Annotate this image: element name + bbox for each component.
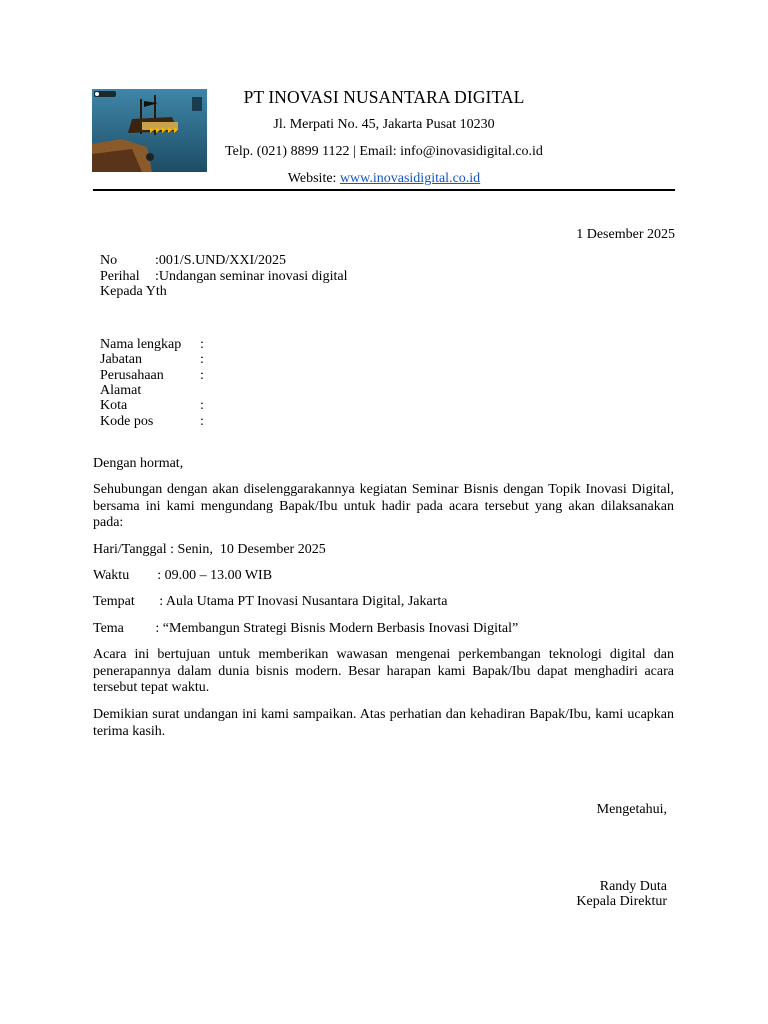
body-paragraph: Acara ini bertujuan untuk memberikan wawasan mengenai perkembangan teknologi digital dan penerapannya dalam dunia bisnis modern. Besar harapan kami Bapak/Ibu dapat menghadiri acara tersebut tepat waktu. — [93, 647, 674, 695]
detail-tema: Tema : “Membangun Strategi Bisnis Modern Berbasis Inovasi Digital” — [93, 621, 519, 636]
detail-hari: Hari/Tanggal : Senin, 10 Desember 2025 — [93, 542, 326, 557]
form-label: Jabatan — [100, 352, 142, 367]
form-label: Alamat — [100, 383, 142, 398]
meta-no-label: No — [100, 253, 118, 268]
detail-waktu: Waktu : 09.00 – 13.00 WIB — [93, 568, 273, 583]
website-label: Website: — [287, 171, 340, 186]
meta-no-value: :001/S.UND/XXI/2025 — [155, 253, 287, 268]
company-name: PT INOVASI NUSANTARA DIGITAL — [243, 87, 525, 107]
meta-no-row — [100, 253, 286, 269]
greeting: Dengan hormat, — [93, 456, 184, 471]
form-label: Kode pos — [100, 414, 154, 429]
company-website — [180, 171, 588, 187]
form-sep: : — [200, 368, 204, 383]
header-divider — [93, 189, 675, 191]
form-sep: : — [200, 352, 204, 367]
form-row-nama — [100, 337, 204, 353]
form-row-alamat — [100, 383, 200, 399]
form-label: Kota — [100, 398, 128, 413]
meta-perihal-value: :Undangan seminar inovasi digital — [155, 269, 348, 284]
form-row-jabatan — [100, 352, 204, 368]
company-address: Jl. Merpati No. 45, Jakarta Pusat 10230 — [273, 117, 495, 132]
meta-perihal-label: Perihal — [100, 269, 140, 284]
form-sep: : — [200, 398, 204, 413]
form-row-perusahaan — [100, 368, 204, 384]
form-label: Perusahaan — [100, 368, 164, 383]
closing-paragraph: Demikian surat undangan ini kami sampaikan. Atas perhatian dan kehadiran Bapak/Ibu, kami ucapkan terima kasih. — [93, 707, 674, 739]
letter-date: 1 Desember 2025 — [576, 227, 675, 242]
intro-paragraph: Sehubungan dengan akan diselenggarakannya kegiatan Seminar Bisnis dengan Topik Inovasi Digital, bersama ini kami mengundang Bapak/Ibu untuk hadir pada acara tersebut yang akan dilaksanakan pada: — [93, 482, 674, 530]
form-row-kodepos — [100, 414, 204, 430]
kepada-yth: Kepada Yth — [100, 284, 167, 299]
detail-tempat: Tempat : Aula Utama PT Inovasi Nusantara Digital, Jakarta — [93, 594, 448, 609]
company-contact: Telp. (021) 8899 1122 | Email: info@inovasidigital.co.id — [225, 144, 543, 159]
form-sep: : — [200, 414, 204, 429]
meta-perihal-row — [100, 269, 347, 285]
form-sep: : — [200, 337, 204, 352]
signer-name: Randy Duta — [599, 879, 667, 894]
sign-mengetahui: Mengetahui, — [596, 802, 667, 817]
form-label: Nama lengkap — [100, 337, 182, 352]
website-link[interactable]: www.inovasidigital.co.id — [339, 171, 481, 186]
form-row-kota — [100, 398, 204, 414]
signer-title: Kepala Direktur — [576, 894, 667, 909]
